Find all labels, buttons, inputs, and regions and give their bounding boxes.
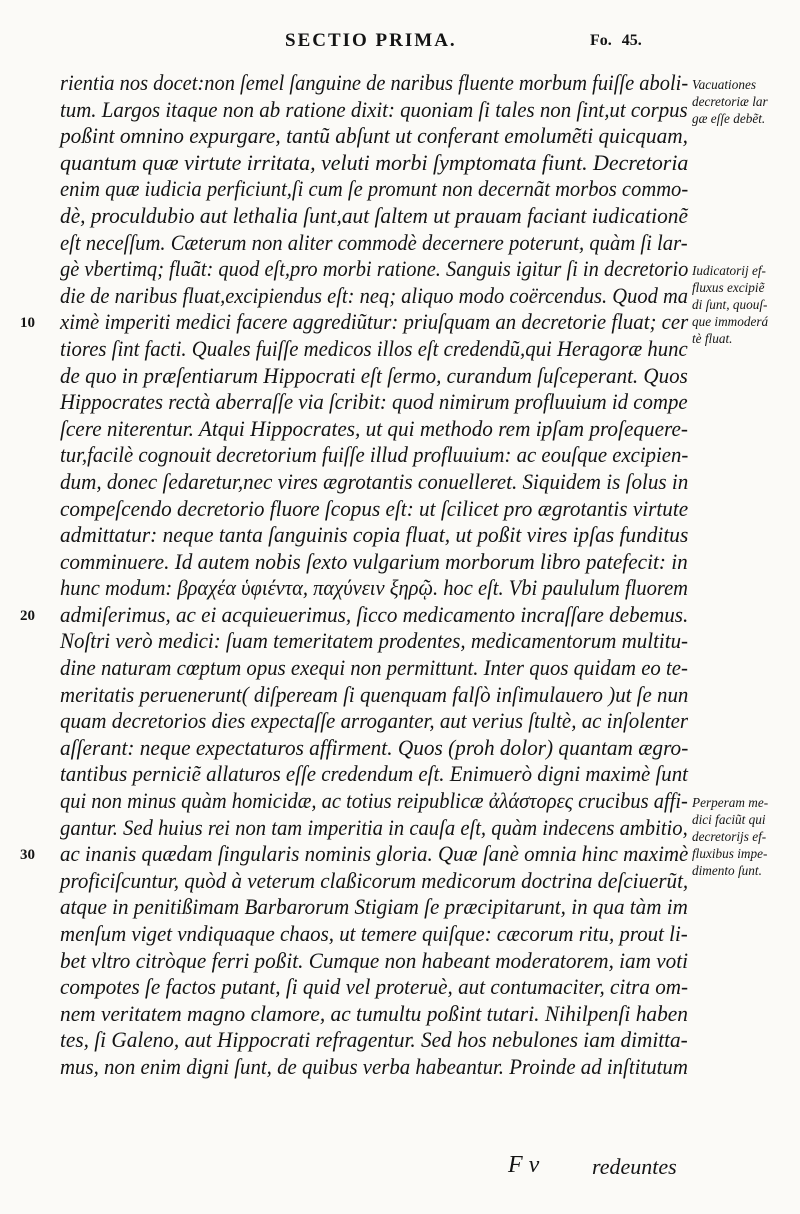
text-line: eſt neceſſum. Cæterum non aliter commodè decernere poterunt, quàm ſi lar- xyxy=(60,229,688,255)
marginal-note-line: fluxus excipiẽ xyxy=(692,280,765,296)
text-line: meritatis peruenerunt( diſpeream ſi quenquam falſò inſimulauero )ut ſe nun xyxy=(60,681,689,707)
text-line: dè, proculdubio aut lethalia ſunt,aut ſaltem ut prauam faciant iudicationẽ xyxy=(60,202,688,228)
text-line: qui non minus quàm homicidæ, ac totius reipublicæ ἀλάστορες crucibus affi- xyxy=(60,788,688,814)
text-line: gè vbertimq; fluãt: quod eſt,pro morbi ratione. Sanguis igitur ſi in decretorio xyxy=(60,256,689,282)
text-line: hunc modum: βραχέα ὑφιέντα, παχύνειν ξηρῷ. hoc eſt. Vbi paululum fluorem xyxy=(60,575,688,601)
text-line: ximè imperiti medici facere aggrediũtur: priuſquam an decretorie fluat; cer xyxy=(60,309,689,335)
marginal-note-line: tè fluat. xyxy=(692,331,733,347)
text-line: Hippocrates rectà aberraſſe via ſcribit: quod nimirum profluuium id compe xyxy=(60,389,688,415)
line-number: 10 xyxy=(20,315,35,332)
text-line: die de naribus fluat,excipiendus eſt: neq; aliquo modo coërcendus. Quod ma xyxy=(60,282,689,308)
marginal-note-line: dimento ſunt. xyxy=(692,863,762,879)
text-line: atque in penitißimam Barbarorum Stigiam ſe præcipitarunt, in qua tàm im xyxy=(60,894,688,920)
text-line: de quo in præſentiarum Hippocrati eſt ſermo, curandum ſuſceperant. Quos xyxy=(60,362,688,388)
text-line: quantum quæ virtute irritata, veluti morbi ſymptomata fiunt. Decretoria xyxy=(60,149,689,175)
catchword: redeuntes xyxy=(592,1154,677,1179)
marginal-note-line: fluxibus impe- xyxy=(692,846,768,862)
page-footer xyxy=(0,1152,800,1182)
text-line: proficiſcuntur, quòd à veterum claßicorum medicorum doctrina deſciuerũt, xyxy=(60,867,689,893)
text-line: tiores ſint facti. Quales fuiſſe medicos illos eſt credendũ,qui Heragoræ hunc xyxy=(60,335,688,361)
text-line: compeſcendo decretorio fluore ſcopus eſt: ut ſcilicet pro ægrotantis virtute xyxy=(60,495,689,521)
text-line: gantur. Sed huius rei non tam imperitia in cauſa eſt, quàm indecens ambitio, xyxy=(60,814,688,840)
text-line: dum, donec ſedaretur,nec vires ægrotantis conuelleret. Siquidem is ſolus in xyxy=(60,468,689,494)
text-line: dine naturam cœptum opus exequi non permittunt. Inter quos quidam eo te- xyxy=(60,655,688,681)
text-line: admiſerimus, ac ei acquieuerimus, ſicco medicamento incraſſare debemus. xyxy=(60,601,689,627)
marginal-note-line: Perperam me- xyxy=(692,795,769,811)
text-line: Noſtri verò medici: ſuam temeritatem prodentes, medicamentorum multitu- xyxy=(60,628,689,654)
marginal-note xyxy=(692,76,798,127)
text-line: nem veritatem magno clamore, ac tumultu poßint tutari. Nihilpenſi haben xyxy=(60,1000,688,1026)
text-line: aſſerant: neque expectaturos affirment. Quos (proh dolor) quantam ægro- xyxy=(60,734,689,760)
line-number: 30 xyxy=(20,847,35,864)
text-line: tes, ſi Galeno, aut Hippocrati refragentur. Sed hos nebulones iam dimitta- xyxy=(60,1027,688,1053)
folio xyxy=(590,32,642,50)
marginal-note-line: decretorijs ef- xyxy=(692,829,767,845)
text-line: menſum viget vndiquaque chaos, ut temere quiſque: cæcorum ritu, prout li- xyxy=(60,921,688,946)
text-line: rientia nos docet:non ſemel ſanguine de naribus fluente morbum fuiſſe aboli- xyxy=(60,70,689,95)
text-line: quam decretorios dies expectaſſe arroganter, aut verius ſtultè, ac inſolenter xyxy=(60,708,689,734)
line-number: 20 xyxy=(20,608,35,624)
text-line: admittatur: neque tanta ſanguinis copia fluat, ut poßit vires ipſas funditus xyxy=(60,522,689,548)
marginal-note xyxy=(692,794,798,879)
marginal-note-line: Iudicatorij ef- xyxy=(692,263,766,279)
marginal-note-line: que immoderá xyxy=(692,314,769,330)
marginal-note-line: Vacuationes xyxy=(692,77,757,92)
signature-mark: F v xyxy=(508,1152,540,1178)
text-line: tantibus perniciẽ allaturos eſſe credendum eſt. Enimuerò digni maximè ſunt xyxy=(60,761,688,787)
running-header xyxy=(0,30,800,56)
text-line: tum. Largos itaque non ab ratione dixit: quoniam ſi tales non ſint,ut corpus xyxy=(60,96,688,122)
marginal-note-line: dici faciũt qui xyxy=(692,812,766,828)
text-line: ac inanis quædam ſingularis nominis gloria. Quæ ſanè omnia hinc maximè xyxy=(60,841,689,867)
text-line: compotes ſe factos putant, ſi quid vel proteruè, aut contumaciter, citra om- xyxy=(60,974,689,1000)
text-line: enim quæ iudicia perficiunt,ſi cum ſe promunt non decernãt morbos commo- xyxy=(60,176,689,202)
section-title: SECTIO PRIMA. xyxy=(285,30,457,51)
main-text-block xyxy=(60,70,690,1081)
folio-number: 45. xyxy=(621,32,642,49)
marginal-note-line: decretoriæ lar xyxy=(692,94,768,109)
folio-label: Fo. xyxy=(590,32,612,49)
marginal-note-line: di ſunt, quouſ- xyxy=(692,297,768,313)
text-line: tur,facilè cognouit decretorium fuiſſe illud profluuium: ac eouſque excipien- xyxy=(60,442,689,468)
text-line: comminuere. Id autem nobis ſexto vulgarium morborum libro patefecit: in xyxy=(60,548,688,574)
text-line: bet vltro citròque ferri poßit. Cumque non habeant moderatorem, iam voti xyxy=(60,947,689,973)
text-line: mus, non enim digni ſunt, de quibus verba habeantur. Proinde ad inſtitutum xyxy=(60,1053,688,1079)
text-line: poßint omnino expurgare, tantũ abſunt ut conferant emolumẽti quicquam, xyxy=(60,123,689,149)
marginal-note-line: gæ eſſe debẽt. xyxy=(692,111,766,126)
marginal-note xyxy=(692,262,798,347)
text-line: ſcere niterentur. Atqui Hippocrates, ut qui methodo rem ipſam proſequere- xyxy=(60,415,688,441)
